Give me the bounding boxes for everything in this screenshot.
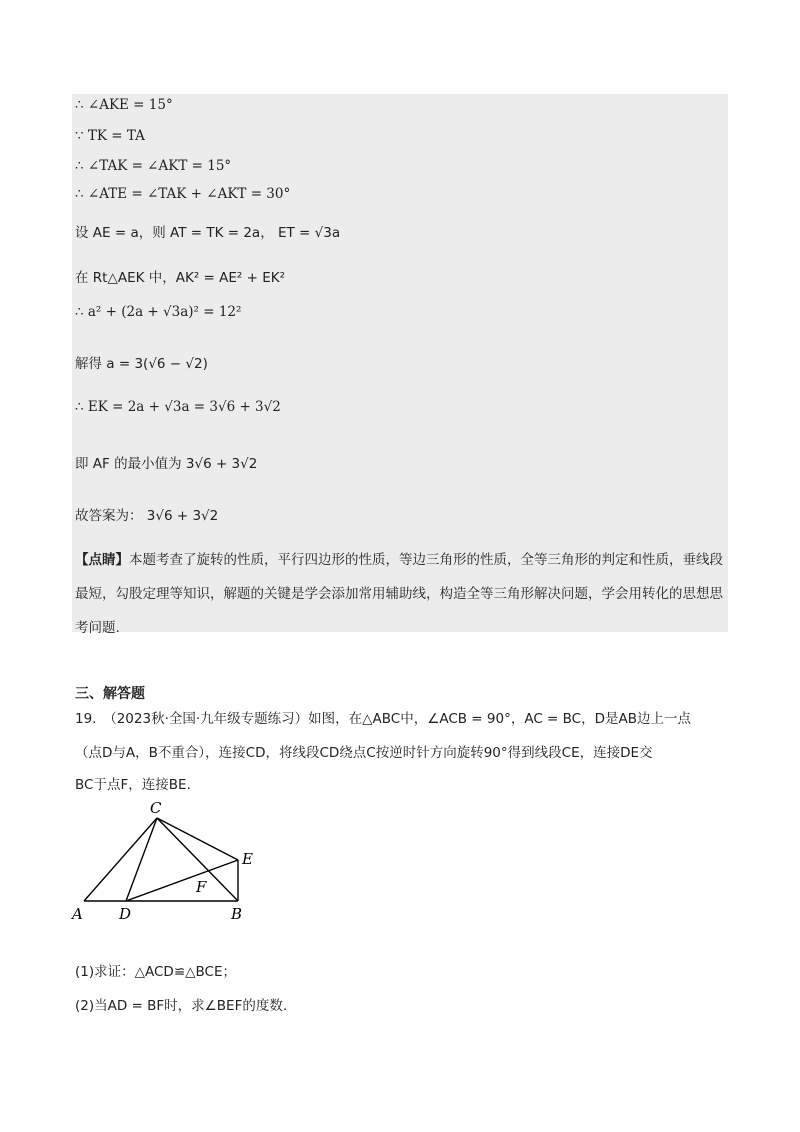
- segment-ac: [84, 818, 157, 901]
- solution-line-5: 设 AE = a，则 AT = TK = 2a， ET = √3a: [75, 225, 341, 241]
- solution-line-2: ∵ TK = TA: [75, 128, 145, 144]
- solution-line-3: ∴ ∠TAK = ∠AKT = 15°: [75, 158, 232, 174]
- label-b: B: [231, 905, 243, 923]
- triangle-figure: [68, 798, 288, 928]
- segment-cd: [126, 818, 157, 901]
- part-2: (2)当AD = BF时，求∠BEF的度数.: [75, 998, 288, 1014]
- segment-ce: [157, 818, 238, 860]
- label-c: C: [150, 799, 162, 817]
- solution-line-6: 在 Rt△AEK 中，AK² = AE² + EK²: [75, 270, 286, 286]
- question-line-1: 19. （2023秋·全国·九年级专题练习）如图，在△ABC中，∠ACB = 90°，AC = BC，D是AB边上一点: [75, 711, 691, 727]
- solution-line-8: 解得 a = 3(√6 − √2): [75, 356, 208, 372]
- section-title: 三、解答题: [75, 686, 145, 702]
- label-f: F: [196, 878, 207, 896]
- question-line-2: （点D与A，B不重合），连接CD，将线段CD绕点C按逆时针方向旋转90°得到线段CE，连接DE交: [75, 745, 653, 761]
- review-note: [75, 543, 725, 645]
- solution-line-10: 即 AF 的最小值为 3√6 + 3√2: [75, 456, 258, 472]
- segment-de: [126, 860, 238, 901]
- review-text: 本题考查了旋转的性质，平行四边形的性质，等边三角形的性质，全等三角形的判定和性质，垂线段最短，勾股定理等知识，解题的关键是学会添加常用辅助线，构造全等三角形解决问题，学会用转化的思想思考问题.: [75, 552, 723, 636]
- solution-line-9: ∴ EK = 2a + √3a = 3√6 + 3√2: [75, 399, 281, 415]
- solution-line-11: 故答案为： 3√6 + 3√2: [75, 508, 219, 524]
- review-tag: 【点睛】: [75, 552, 129, 568]
- label-a: A: [72, 905, 83, 923]
- solution-line-4: ∴ ∠ATE = ∠TAK + ∠AKT = 30°: [75, 186, 291, 202]
- solution-line-1: ∴ ∠AKE = 15°: [75, 97, 173, 113]
- question-line-3: BC于点F，连接BE.: [75, 777, 191, 793]
- solution-line-7: ∴ a² + (2a + √3a)² = 12²: [75, 304, 242, 320]
- label-d: D: [119, 905, 132, 923]
- label-e: E: [242, 850, 253, 868]
- part-1: (1)求证：△ACD≌△BCE；: [75, 964, 236, 980]
